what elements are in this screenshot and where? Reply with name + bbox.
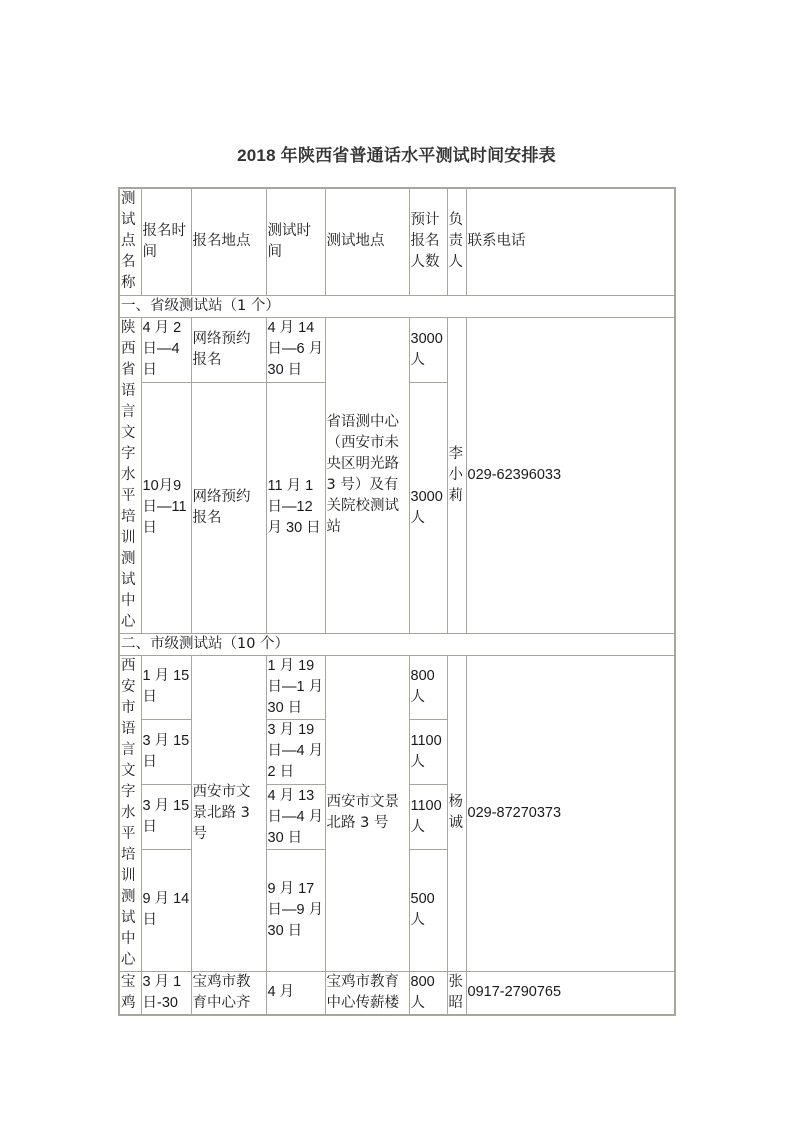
reg-place: 宝鸡市教育中心齐 (191, 971, 266, 1015)
page-title: 2018 年陕西省普通话水平测试时间安排表 (237, 146, 556, 165)
expected-count: 3000 人 (409, 382, 447, 633)
phone-number: 0917-2790765 (466, 971, 675, 1015)
header-expected: 预计报名人数 (409, 188, 447, 295)
test-time: 4 月 13 日—4 月 30 日 (266, 784, 325, 849)
table-row (119, 655, 675, 719)
person-in-charge: 李小莉 (447, 317, 466, 633)
test-time: 1 月 19 日—1 月 30 日 (266, 655, 325, 719)
reg-place: 网络预约报名 (191, 382, 266, 633)
site-name: 宝鸡 (119, 971, 141, 1015)
test-time: 4 月 14 日—6 月 30 日 (266, 317, 325, 382)
reg-time: 10月9 日—11 日 (141, 382, 191, 633)
header-test-time: 测试时间 (266, 188, 325, 295)
reg-time: 3 月 15 日 (141, 784, 191, 849)
person-in-charge: 杨诚 (447, 655, 466, 971)
expected-count: 500 人 (409, 850, 447, 971)
test-time: 4 月 (266, 971, 325, 1015)
test-time: 3 月 19 日—4 月 2 日 (266, 719, 325, 784)
reg-time: 4 月 2 日—4 日 (141, 317, 191, 382)
expected-count: 800 人 (409, 655, 447, 719)
expected-count: 3000 人 (409, 317, 447, 382)
header-test-place: 测试地点 (325, 188, 409, 295)
expected-count: 800 人 (409, 971, 447, 1015)
test-place: 省语测中心（西安市未央区明光路 3 号）及有关院校测试站 (325, 317, 409, 633)
person-in-charge: 张昭 (447, 971, 466, 1015)
section-row (119, 295, 675, 317)
reg-time: 1 月 15 日 (141, 655, 191, 719)
table-row (119, 971, 675, 1015)
phone-number: 029-62396033 (466, 317, 675, 633)
expected-count: 1100 人 (409, 719, 447, 784)
schedule-table (118, 187, 676, 1016)
test-place: 宝鸡市教育中心传薪楼 (325, 971, 409, 1015)
site-name: 陕西省语言文字水平培训测试中心 (119, 317, 141, 633)
header-row (119, 188, 675, 295)
section-label: 二、市级测试站（10 个） (119, 633, 675, 655)
site-name: 西安市语言文字水平培训测试中心 (119, 655, 141, 971)
reg-time: 3 月 15 日 (141, 719, 191, 784)
reg-place: 网络预约报名 (191, 317, 266, 382)
test-time: 9 月 17 日—9 月 30 日 (266, 850, 325, 971)
header-site-name: 测试点名称 (119, 188, 141, 295)
header-reg-time: 报名时间 (141, 188, 191, 295)
test-time: 11 月 1 日—12 月 30 日 (266, 382, 325, 633)
table-row (119, 317, 675, 382)
header-person: 负责人 (447, 188, 466, 295)
header-phone: 联系电话 (466, 188, 675, 295)
header-reg-place: 报名地点 (191, 188, 266, 295)
phone-number: 029-87270373 (466, 655, 675, 971)
reg-time: 9 月 14 日 (141, 850, 191, 971)
section-row (119, 633, 675, 655)
reg-time: 3 月 1 日-30 (141, 971, 191, 1015)
section-label: 一、省级测试站（1 个） (119, 295, 675, 317)
reg-place: 西安市文景北路 3 号 (191, 655, 266, 971)
expected-count: 1100 人 (409, 784, 447, 849)
test-place: 西安市文景北路 3 号 (325, 655, 409, 971)
